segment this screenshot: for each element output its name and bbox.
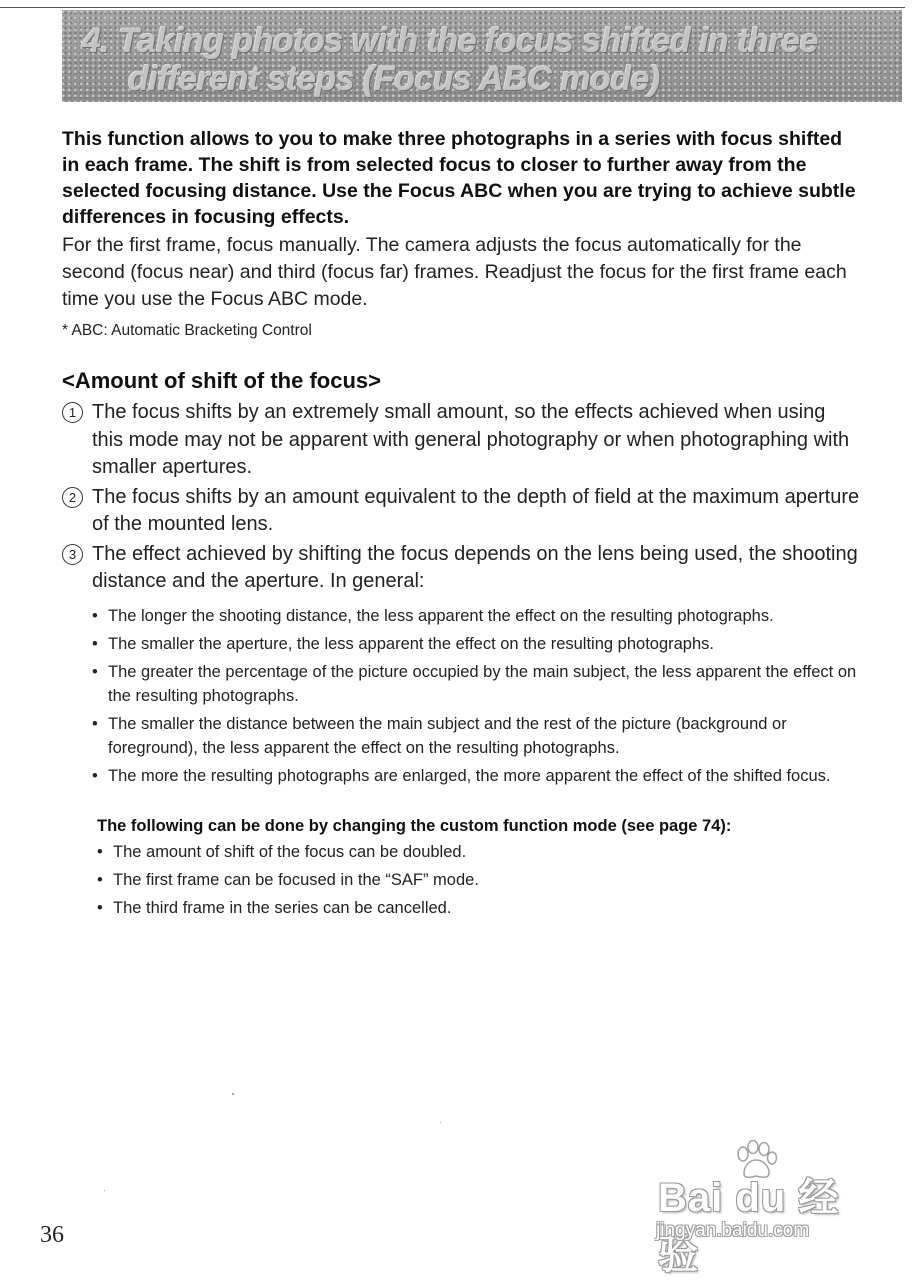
list-item: • The greater the percentage of the picture occupied by the main subject, the less apparent the effect on the resulting photographs. bbox=[92, 660, 862, 708]
list-item: • The more the resulting photographs are enlarged, the more apparent the effect of the shifted focus. bbox=[92, 764, 862, 788]
list-item: • The longer the shooting distance, the less apparent the effect on the resulting photographs. bbox=[92, 604, 862, 628]
shift-section-heading: <Amount of shift of the focus> bbox=[62, 368, 381, 393]
scan-speck bbox=[104, 1190, 105, 1191]
title-line-2: different steps (Focus ABC mode) bbox=[128, 60, 660, 98]
scan-speck bbox=[232, 1093, 234, 1095]
title-line-1: 4. Taking photos with the focus shifted in three bbox=[82, 22, 819, 60]
bullet-icon: • bbox=[97, 870, 103, 889]
page-number: 36 bbox=[40, 1222, 64, 1248]
top-rule bbox=[0, 7, 905, 8]
bullet-icon: • bbox=[92, 662, 98, 681]
shift-numbered-list bbox=[62, 399, 862, 596]
bullet-icon: • bbox=[92, 606, 98, 625]
intro-bold-paragraph: This function allows to you to make three photographs in a series with focus shifted in each frame. The shift is from selected focus to closer to further away from the selected focusing distance. Use the Focus ABC when you are trying to achieve subtle differences in focusing effects. bbox=[62, 128, 856, 228]
watermark-url: jingyan.baidu.com bbox=[656, 1220, 810, 1241]
bullet-icon: • bbox=[97, 842, 103, 861]
watermark-logo: Bai du 经验 bbox=[658, 1176, 840, 1277]
list-item: • The smaller the distance between the main subject and the rest of the picture (background or foreground), the less apparent the effect on the resulting photographs. bbox=[92, 712, 862, 760]
list-item-text: The focus shifts by an extremely small amount, so the effects achieved when using this mode may not be apparent with general photography or when photographing with smaller apertures. bbox=[92, 401, 850, 478]
bullet-icon: • bbox=[92, 714, 98, 733]
custom-function-heading: The following can be done by changing the custom function mode (see page 74): bbox=[97, 816, 732, 835]
bullet-icon: • bbox=[92, 766, 98, 785]
list-item bbox=[62, 399, 862, 482]
custom-function-list bbox=[97, 840, 862, 920]
list-item bbox=[62, 484, 862, 539]
list-item-text: The focus shifts by an amount equivalent to the depth of field at the maximum aperture of the mounted lens. bbox=[92, 485, 860, 535]
main-content bbox=[62, 126, 862, 924]
circled-number-icon: 2 bbox=[62, 487, 83, 508]
list-item: • The amount of shift of the focus can be doubled. bbox=[97, 840, 862, 864]
bullet-icon: • bbox=[92, 634, 98, 653]
page-title bbox=[82, 22, 882, 98]
circled-number-icon: 3 bbox=[62, 544, 83, 565]
abc-footnote: * ABC: Automatic Bracketing Control bbox=[62, 322, 312, 339]
title-banner bbox=[62, 10, 902, 102]
list-item: • The first frame can be focused in the “SAF” mode. bbox=[97, 868, 862, 892]
list-item-text: The effect achieved by shifting the focus depends on the lens being used, the shooting distance and the aperture. In general: bbox=[92, 542, 858, 592]
circled-number-icon: 1 bbox=[62, 402, 83, 423]
scan-speck bbox=[440, 1122, 441, 1123]
effect-bullet-list bbox=[92, 604, 862, 788]
intro-body-paragraph: For the first frame, focus manually. The camera adjusts the focus automatically for the second (focus near) and third (focus far) frames. Readjust the focus for the first frame each time you use the Focus ABC mode. bbox=[62, 234, 847, 310]
list-item: • The third frame in the series can be cancelled. bbox=[97, 896, 862, 920]
bullet-icon: • bbox=[97, 898, 103, 917]
baidu-watermark bbox=[650, 1140, 880, 1277]
list-item: • The smaller the aperture, the less apparent the effect on the resulting photographs. bbox=[92, 632, 862, 656]
list-item bbox=[62, 541, 862, 596]
